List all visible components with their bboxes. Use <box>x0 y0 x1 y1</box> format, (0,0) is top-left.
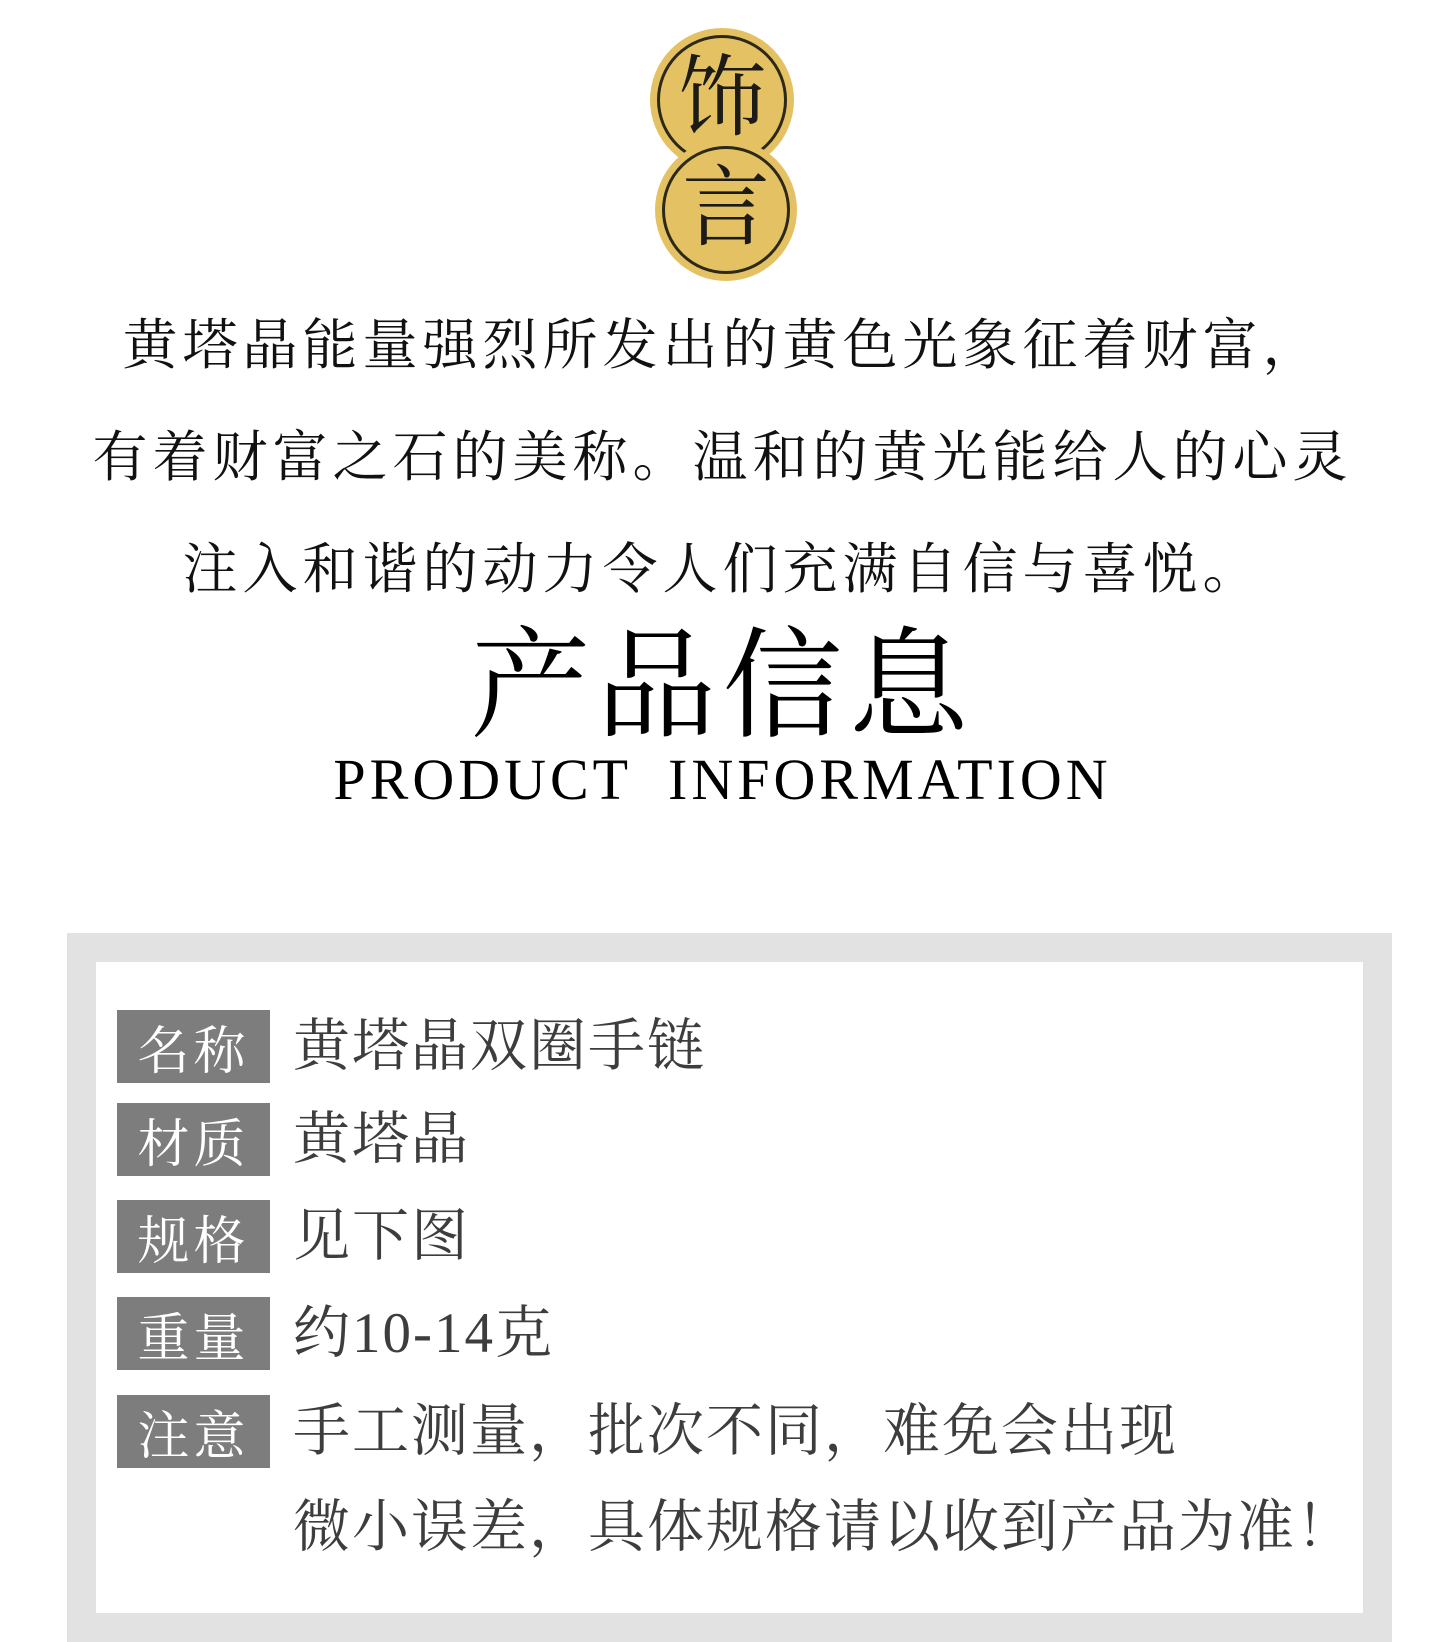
intro-line-1: 黄塔晶能量强烈所发出的黄色光象征着财富， <box>122 315 1323 376</box>
info-row-note <box>117 1395 1355 1576</box>
row-label: 重量 <box>117 1297 270 1370</box>
intro-paragraph <box>0 290 1445 626</box>
row-value: 黄塔晶 <box>293 1108 470 1171</box>
note-line-2: 微小误差，具体规格请以收到产品为准！ <box>293 1496 1355 1559</box>
brand-char-bottom: 言 <box>681 161 770 258</box>
row-label: 注意 <box>117 1395 270 1468</box>
row-value: 黄塔晶双圈手链 <box>293 1015 706 1078</box>
row-label: 名称 <box>117 1010 270 1083</box>
row-value <box>293 1384 1355 1576</box>
row-value: 约10-14克 <box>293 1302 554 1365</box>
section-subtitle: PRODUCT INFORMATION <box>333 747 1112 812</box>
section-title: 产品信息 <box>470 620 975 753</box>
intro-line-2: 有着财富之石的美称。温和的黄光能给人的心灵 <box>92 427 1353 488</box>
row-value: 见下图 <box>293 1205 470 1268</box>
info-row-spec <box>117 1200 470 1273</box>
note-line-1: 手工测量，批次不同，难免会出现 <box>293 1400 1178 1463</box>
intro-line-3: 注入和谐的动力令人们充满自信与喜悦。 <box>182 539 1263 600</box>
info-row-name <box>117 1010 706 1083</box>
row-label: 材质 <box>117 1103 270 1176</box>
info-row-material <box>117 1103 470 1176</box>
brand-char-top: 饰 <box>677 51 766 148</box>
row-label: 规格 <box>117 1200 270 1273</box>
brand-coin-bottom <box>655 139 797 281</box>
info-row-weight <box>117 1297 554 1370</box>
product-info-box <box>67 933 1392 1642</box>
